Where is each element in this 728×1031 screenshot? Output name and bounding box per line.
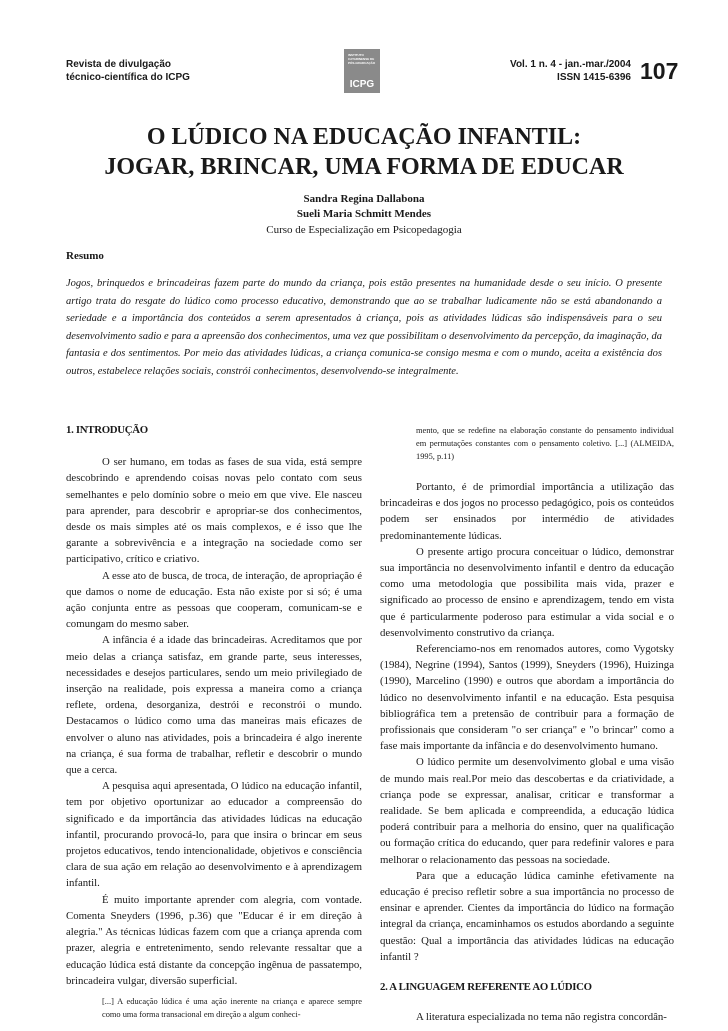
section-heading-introducao: 1. INTRODUÇÃO	[66, 424, 148, 436]
page-number: 107	[640, 58, 679, 84]
journal-name	[66, 58, 190, 84]
abstract-heading: Resumo	[66, 250, 104, 262]
paragraph: É muito importante aprender com alegria, com vontade. Comenta Sneyders (1996, p.36) que "Educar é ir em direção à alegria." As técnicas lúdicas fazem com que a criança aprenda com prazer, alegria e entretenimento, sendo relevante ressaltar que a educação lúdica está distante da concepção ingênua de passatempo, brincadeira vulgar, diversão superficial.	[66, 893, 362, 987]
journal-name-line1: Revista de divulgação	[66, 59, 172, 70]
right-column	[380, 424, 674, 1026]
block-quote: mento, que se redefine na elaboração constante do pensamento individual em permutações constantes com o pensamento coletivo. [...] (ALMEIDA, 1995, p.11)	[416, 426, 674, 461]
paragraph: O presente artigo procura conceituar o lúdico, demonstrar sua importância no desenvolvimento infantil e dentro da educação como uma metodologia que possibilita mais vida, prazer e significado ao processo de ensino e aprendizagem, tendo em vista que é particularmente poderoso para estimular a vida social e o desenvolvimento construtivo da criança.	[380, 545, 674, 639]
block-quote: [...] A educação lúdica é uma ação inerente na criança e aparece sempre como uma forma transacional em direção a algum conheci-	[102, 996, 362, 1019]
affiliation: Curso de Especialização em Psicopedagogia	[266, 224, 462, 236]
abstract-text: Jogos, brinquedos e brincadeiras fazem parte do mundo da criança, pois estão presentes na humanidade desde o seu início. O presente artigo trata do resgate do lúdico como processo educativo, demonstrando que ao se trabalhar ludicamente não se está abandonando a seriedade e a importância dos conteúdos a serem apresentados à criança, pois as atividades lúdicas são indispensáveis para o seu desenvolvimento sadio e para a apreensão dos conhecimentos, uma vez que possibilitam o desenvolvimento da percepção, da imaginação, da fantasia e dos sentimentos. Por meio das atividades lúdicas, a criança comunica-se consigo mesma e com o mundo, aceita a existência dos outros, estabelece relações sociais, constrói conhecimentos, desenvolvendo-se integralmente.	[66, 278, 662, 377]
paragraph: A infância é a idade das brincadeiras. Acreditamos que por meio delas a criança satisfaz, em grande parte, seus interesses, necessidades e desejos particulares, sendo um meio privilegiado de inserção na realidade, pois expressa a maneira como a criança reflete, ordena, desorganiza, destrói e reconstrói o mundo. Destacamos o lúdico como uma das maneiras mais eficazes de envolver o aluno nas atividades, pois a brincadeira é algo inerente na criança, é sua forma de trabalhar, refletir e descobrir o mundo que a cerca.	[66, 634, 362, 777]
icpg-logo	[344, 49, 380, 93]
paragraph: A pesquisa aqui apresentada, O lúdico na educação infantil, tem por objetivo oportunizar ao educador a compreensão do significado e da importância das atividades lúdicas na educação infantil, procurando provocá-lo, para que insira o brincar em seus projetos educativos, tendo intencionalidade, objetivos e consciência clara de sua ação em relação ao desenvolvimento e à aprendizagem infantil.	[66, 780, 362, 890]
author-2: Sueli Maria Schmitt Mendes	[296, 208, 432, 220]
paragraph: Portanto, é de primordial importância a utilização das brincadeiras e dos jogos no processo pedagógico, pois os conteúdos podem ser ensinados por intermédio de atividades predominantemente lúdicas.	[380, 481, 674, 542]
paragraph: Referenciamo-nos em renomados autores, como Vygotsky (1984), Negrine (1994), Santos (1999), Sneyders (1996), Huizinga (1990), Marcelino (1990) e outros que abordam a importância do lúdico no desenvolvimento infantil e na educação. Esta pesquisa bibliográfica tem a pretensão de contribuir para a formação de profissionais que consideram "o ser criança" e "o brincar" como a fase mais importante da infância e do desenvolvimento humano.	[380, 643, 674, 753]
paragraph: O lúdico permite um desenvolvimento global e uma visão de mundo mais real.Por meio das descobertas e da criatividade, a criança pode se expressar, analisar, criticar e transformar a realidade. Se bem aplicada e compreendida, a educação lúdica poderá contribuir para a melhoria do ensino, quer na qualificação ou formação crítica do educando, quer para redefinir valores e para melhorar o relacionamento das pessoas na sociedade.	[380, 756, 674, 866]
author-1: Sandra Regina Dallabona	[303, 193, 425, 205]
left-column	[66, 422, 362, 1021]
issn: ISSN 1415-6396	[557, 72, 631, 83]
logo-text: ICPG	[349, 79, 375, 90]
title-line2: JOGAR, BRINCAR, UMA FORMA DE EDUCAR	[104, 154, 624, 180]
paragraph: A esse ato de busca, de troca, de interação, de apropriação é que damos o nome de educação. Esta não existe por si só; é uma ação conjunta entre as pessoas que cooperam, comunicam-se e comungam do mesmo saber.	[66, 569, 362, 631]
volume-line: Vol. 1 n. 4 - jan.-mar./2004	[510, 59, 631, 70]
paragraph: A literatura especializada no tema não registra concordân-	[416, 1011, 667, 1024]
section-heading-linguagem: 2. A LINGUAGEM REFERENTE AO LÚDICO	[380, 981, 592, 994]
journal-name-line2: técnico-científica do ICPG	[66, 72, 190, 83]
paragraph: Para que a educação lúdica caminhe efetivamente na educação é preciso refletir sobre a sua importância no processo de ensinar e aprender. Cientes da importância do lúdico na formação integral da criança, encaminhamos os estudos abordando a seguinte questão: Qual a importância das atividades lúdicas na educação infantil ?	[380, 869, 674, 963]
title-line1: O LÚDICO NA EDUCAÇÃO INFANTIL:	[146, 124, 582, 150]
paragraph: O ser humano, em todas as fases de sua vida, está sempre descobrindo e aprendendo coisas novas pelo contato com seus semelhantes e pelo domínio sobre o meio em que vive. Ele nasceu para aprender, para descobrir e apropriar-se dos conhecimentos, desde os mais simples até os mais complexos, e é isso que lhe garante a sobrevivência e a integração na sociedade como ser participativo, crítico e criativo.	[66, 456, 362, 566]
logo-small-text: INSTITUTO CATARINENSE DE PÓS-GRADUAÇÃO	[348, 53, 376, 65]
issue-info	[510, 58, 631, 84]
